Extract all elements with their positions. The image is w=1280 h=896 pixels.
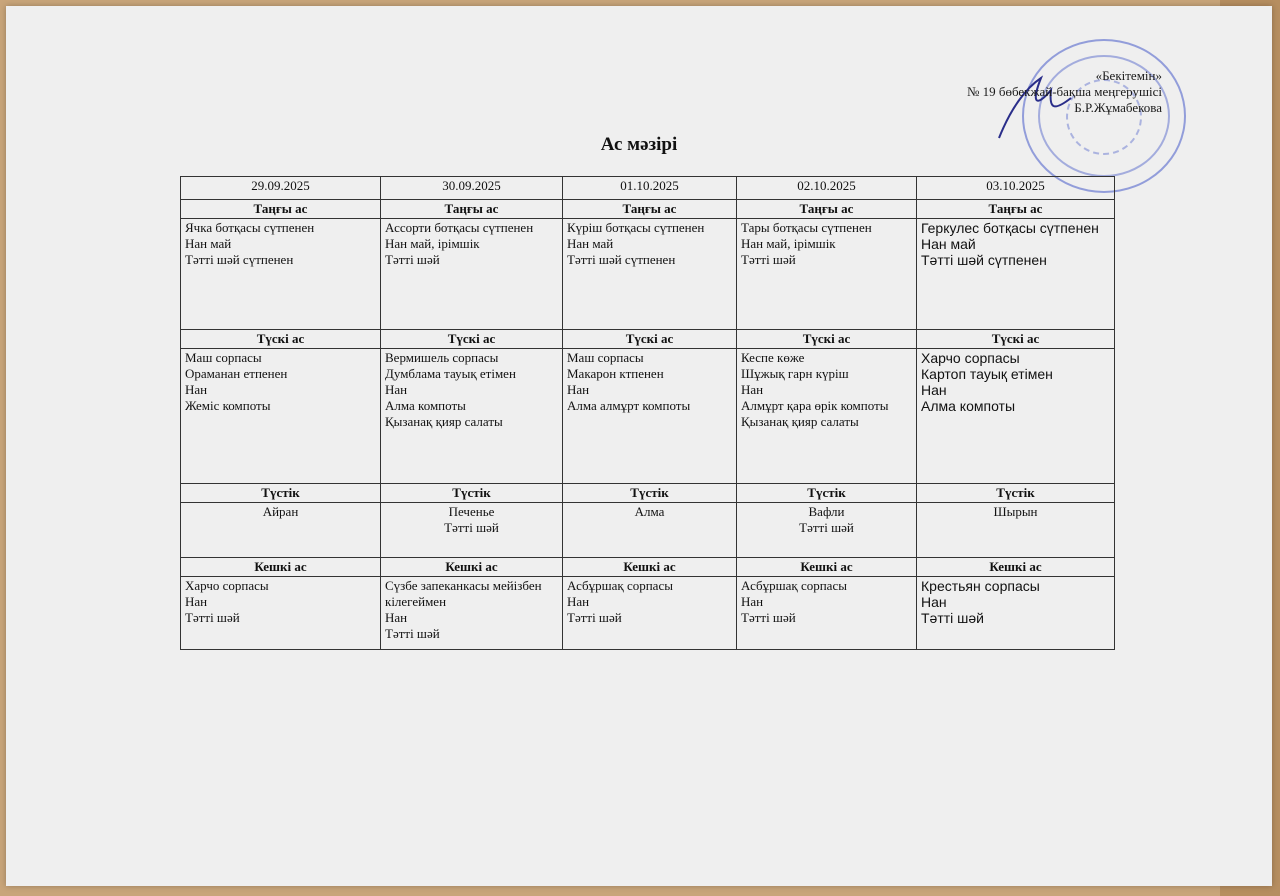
meal-header bbox=[737, 330, 917, 349]
menu-item: Вермишель сорпасы bbox=[385, 350, 499, 365]
meal-label: Түстік bbox=[807, 485, 846, 500]
meal-header bbox=[563, 200, 737, 219]
menu-item: Алма компоты bbox=[385, 398, 466, 413]
menu-item: Тәтті шәй bbox=[799, 520, 854, 535]
menu-item: Харчо сорпасы bbox=[185, 578, 269, 593]
meal-label: Түскі ас bbox=[447, 331, 496, 346]
menu-item: Картоп тауық етімен bbox=[921, 366, 1053, 382]
menu-cell bbox=[737, 503, 917, 558]
date-label: 03.10.2025 bbox=[986, 178, 1045, 193]
menu-item: Тәтті шәй сүтпенен bbox=[567, 252, 676, 267]
menu-item: Геркулес ботқасы сүтпенен bbox=[921, 220, 1099, 236]
menu-item: Нан bbox=[385, 382, 408, 397]
menu-cell bbox=[737, 349, 917, 484]
menu-item: Ячка ботқасы сүтпенен bbox=[185, 220, 315, 235]
menu-item: Алма компоты bbox=[921, 398, 1016, 414]
menu-cell bbox=[381, 577, 563, 650]
menu-cell bbox=[563, 577, 737, 650]
meal-label: Түстік bbox=[996, 485, 1035, 500]
date-label: 29.09.2025 bbox=[251, 178, 310, 193]
approval-block bbox=[967, 68, 1162, 116]
menu-item: Қызанақ қияр салаты bbox=[385, 414, 503, 429]
approval-heading: «Бекітемін» bbox=[1095, 68, 1162, 83]
menu-cell bbox=[563, 219, 737, 330]
date-cell bbox=[381, 177, 563, 200]
date-cell bbox=[181, 177, 381, 200]
menu-cell bbox=[181, 577, 381, 650]
menu-item: Нан bbox=[741, 382, 764, 397]
menu-item: Нан май, ірімшік bbox=[385, 236, 480, 251]
menu-cell bbox=[917, 219, 1115, 330]
menu-item: Печенье bbox=[448, 504, 495, 519]
menu-item: Тәтті шәй bbox=[567, 610, 622, 625]
menu-item: Алмұрт қара өрік компоты bbox=[741, 398, 889, 413]
meal-label: Таңғы ас bbox=[622, 201, 677, 216]
approval-position: № 19 бөбекжай-бақша меңгерушісі bbox=[966, 84, 1162, 99]
menu-cell bbox=[737, 577, 917, 650]
menu-item: Нан bbox=[185, 594, 208, 609]
meal-header bbox=[917, 200, 1115, 219]
meal-label: Кешкі ас bbox=[989, 559, 1042, 574]
meal-header bbox=[563, 558, 737, 577]
menu-cell bbox=[181, 219, 381, 330]
menu-item: Шырын bbox=[993, 504, 1038, 519]
meal-header bbox=[737, 200, 917, 219]
meal-header bbox=[917, 484, 1115, 503]
meal-label: Түскі ас bbox=[802, 331, 851, 346]
meal-header bbox=[181, 200, 381, 219]
menu-cell bbox=[181, 349, 381, 484]
menu-item: Тәтті шәй bbox=[741, 252, 796, 267]
meal-label: Түскі ас bbox=[991, 331, 1040, 346]
menu-item: Тәтті шәй сүтпенен bbox=[921, 252, 1047, 268]
menu-item: Күріш ботқасы сүтпенен bbox=[567, 220, 705, 235]
menu-item: Нан bbox=[567, 382, 590, 397]
date-label: 30.09.2025 bbox=[442, 178, 501, 193]
menu-item: Нан bbox=[741, 594, 764, 609]
meal-header bbox=[917, 558, 1115, 577]
meal-header bbox=[181, 558, 381, 577]
date-cell bbox=[737, 177, 917, 200]
meal-header bbox=[917, 330, 1115, 349]
meal-header bbox=[737, 558, 917, 577]
menu-item: Тәтті шәй bbox=[444, 520, 499, 535]
menu-item: Маш сорпасы bbox=[567, 350, 644, 365]
menu-item: Тәтті шәй bbox=[185, 610, 240, 625]
date-cell bbox=[563, 177, 737, 200]
menu-item: Макарон ктпенен bbox=[567, 366, 664, 381]
menu-item: Сүзбе запеканкасы мейізбен кілегеймен bbox=[385, 578, 542, 609]
menu-item: Нан bbox=[185, 382, 208, 397]
page-title: Ас мәзірі bbox=[600, 134, 678, 155]
meal-label: Кешкі ас bbox=[623, 559, 676, 574]
menu-item: Асбұршақ сорпасы bbox=[567, 578, 673, 593]
meal-header bbox=[381, 330, 563, 349]
date-label: 01.10.2025 bbox=[620, 178, 679, 193]
date-label: 02.10.2025 bbox=[797, 178, 856, 193]
meal-header bbox=[381, 484, 563, 503]
meal-label: Түстік bbox=[630, 485, 669, 500]
date-cell bbox=[917, 177, 1115, 200]
meal-label: Кешкі ас bbox=[254, 559, 307, 574]
menu-item: Алма bbox=[634, 504, 665, 519]
meal-header bbox=[181, 330, 381, 349]
meal-label: Түстік bbox=[452, 485, 491, 500]
meal-header bbox=[737, 484, 917, 503]
menu-item: Жеміс компоты bbox=[185, 398, 271, 413]
menu-item: Асбұршақ сорпасы bbox=[741, 578, 847, 593]
menu-item: Нан май bbox=[185, 236, 232, 251]
meal-label: Кешкі ас bbox=[800, 559, 853, 574]
menu-item: Шұжық гарн күріш bbox=[741, 366, 849, 381]
meal-header bbox=[181, 484, 381, 503]
menu-item: Нан май, ірімшік bbox=[741, 236, 836, 251]
meal-header bbox=[563, 330, 737, 349]
meal-label: Түстік bbox=[261, 485, 300, 500]
menu-item: Тәтті шәй bbox=[385, 252, 440, 267]
menu-cell bbox=[563, 503, 737, 558]
menu-cell bbox=[917, 349, 1115, 484]
meal-label: Таңғы ас bbox=[253, 201, 308, 216]
menu-item: Кеспе көже bbox=[741, 350, 805, 365]
menu-item: Маш сорпасы bbox=[185, 350, 262, 365]
menu-item: Ассорти ботқасы сүтпенен bbox=[385, 220, 534, 235]
menu-item: Нан bbox=[567, 594, 590, 609]
menu-item: Нан bbox=[385, 610, 408, 625]
meal-header bbox=[381, 558, 563, 577]
menu-item: Нан bbox=[921, 382, 947, 398]
menu-cell bbox=[381, 349, 563, 484]
menu-item: Қызанақ қияр салаты bbox=[741, 414, 859, 429]
menu-table bbox=[180, 176, 1115, 650]
menu-cell bbox=[563, 349, 737, 484]
menu-item: Тәтті шәй bbox=[741, 610, 796, 625]
meal-label: Таңғы ас bbox=[444, 201, 499, 216]
menu-cell bbox=[917, 503, 1115, 558]
meal-label: Кешкі ас bbox=[445, 559, 498, 574]
menu-item: Крестьян сорпасы bbox=[921, 578, 1040, 594]
menu-item: Айран bbox=[262, 504, 299, 519]
meal-label: Таңғы ас bbox=[799, 201, 854, 216]
approval-signer: Б.Р.Жұмабекова bbox=[1074, 100, 1162, 115]
menu-item: Харчо сорпасы bbox=[921, 350, 1020, 366]
menu-item: Думблама тауық етімен bbox=[385, 366, 516, 381]
meal-header bbox=[381, 200, 563, 219]
menu-cell bbox=[917, 577, 1115, 650]
menu-cell bbox=[737, 219, 917, 330]
menu-item: Тары ботқасы сүтпенен bbox=[741, 220, 872, 235]
meal-label: Таңғы ас bbox=[988, 201, 1043, 216]
menu-item: Тәтті шәй bbox=[385, 626, 440, 641]
menu-item: Алма алмұрт компоты bbox=[567, 398, 691, 413]
menu-item: Нан май bbox=[921, 236, 976, 252]
menu-item: Нан bbox=[921, 594, 947, 610]
menu-item: Вафли bbox=[808, 504, 845, 519]
menu-item: Нан май bbox=[567, 236, 614, 251]
menu-item: Тәтті шәй сүтпенен bbox=[185, 252, 294, 267]
menu-cell bbox=[381, 503, 563, 558]
menu-item: Тәтті шәй bbox=[921, 610, 984, 626]
menu-item: Ораманан етпенен bbox=[185, 366, 288, 381]
menu-cell bbox=[381, 219, 563, 330]
meal-label: Түскі ас bbox=[256, 331, 305, 346]
meal-header bbox=[563, 484, 737, 503]
menu-cell bbox=[181, 503, 381, 558]
meal-label: Түскі ас bbox=[625, 331, 674, 346]
